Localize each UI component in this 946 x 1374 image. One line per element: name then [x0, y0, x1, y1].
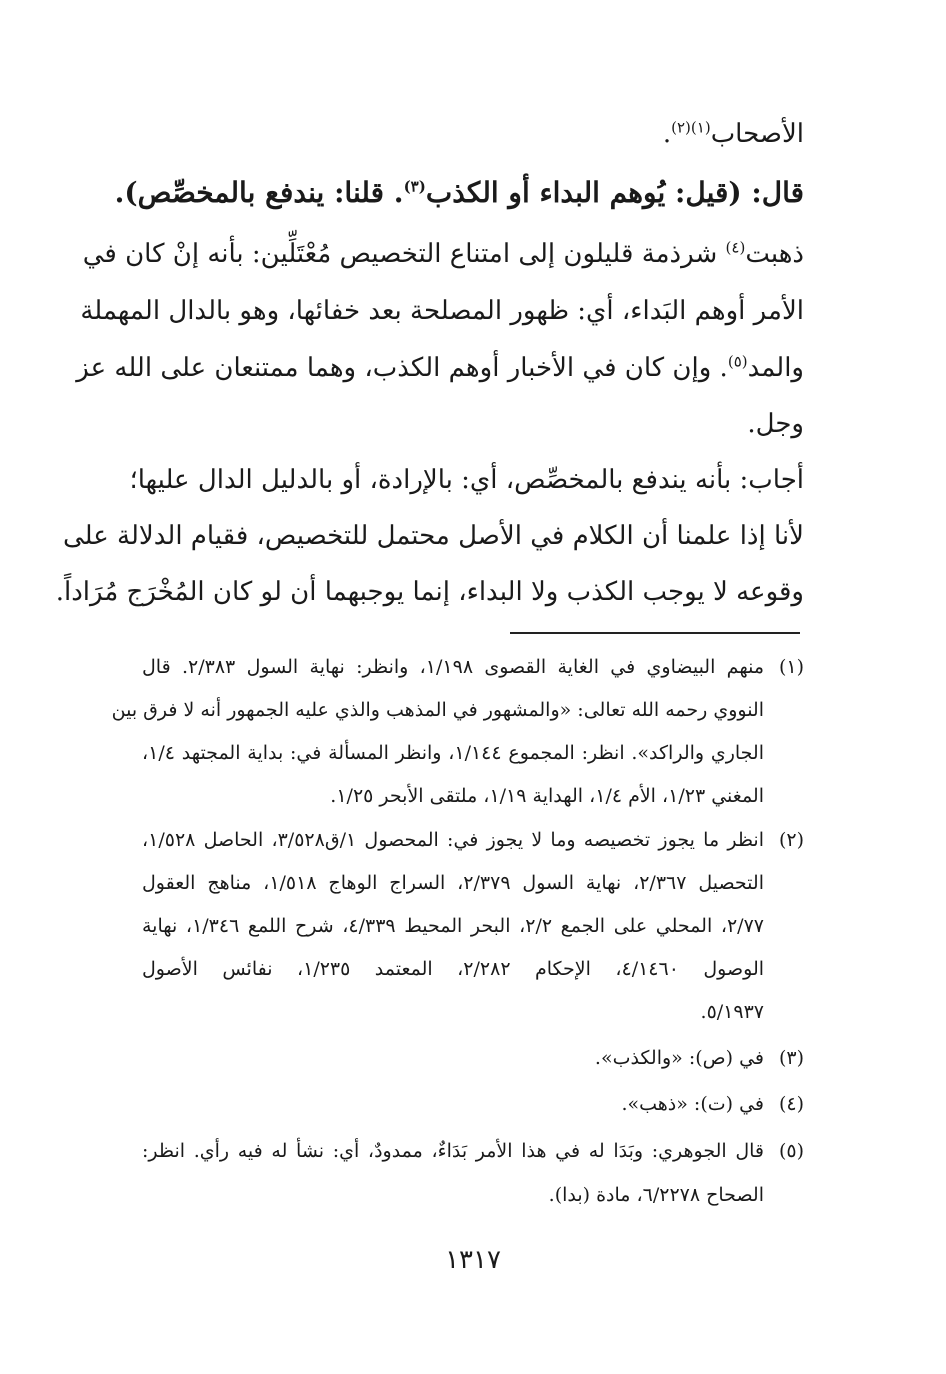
- footnote-line: التحصيل ٢/٣٦٧، نهاية السول ٢/٣٧٩، السراج الوهاج ١/٥١٨، مناهج العقول: [142, 872, 764, 894]
- footnote-number: (١): [778, 656, 804, 678]
- text-run: . وإن كان في الأخبار أوهم الكذب، وهما ممتنعان على الله عز: [76, 353, 728, 383]
- footnote-line: [142, 1092, 804, 1117]
- footnote-number: (٣): [778, 1047, 804, 1069]
- footnote-text: في (ص): «والكذب».: [594, 1047, 764, 1069]
- footnote-text: منهم البيضاوي في الغاية القصوى ١/١٩٨، وانظر: نهاية السول ٢/٣٨٣. قال: [142, 656, 764, 678]
- heading-text: . قلنا: يندفع بالمخصِّص).: [114, 176, 404, 209]
- text-line: [142, 118, 804, 151]
- footnote-ref: (١)(٢): [671, 118, 711, 137]
- text-line: [76, 352, 804, 385]
- footnote-line: [142, 1139, 804, 1164]
- footnote-text: انظر ما يجوز تخصيصه وما لا يجوز في: المحصول ١/ق٣/٥٢٨، الحاصل ١/٥٢٨،: [142, 829, 764, 851]
- footnote-line: الصحاح ٦/٢٢٧٨، مادة (بدا).: [548, 1184, 764, 1206]
- text-run: شرذمة قليلون إلى امتناع التخصيص مُعْتَلِّين: بأنه إنْ كان في: [82, 239, 726, 269]
- page-number: ١٣١٧: [445, 1245, 501, 1275]
- text-line: أجاب: بأنه يندفع بالمخصِّص، أي: بالإرادة، أو بالدليل الدال عليها؛: [129, 465, 804, 495]
- section-heading: [114, 176, 804, 209]
- footnote-line: [142, 655, 804, 680]
- footnote-line: [142, 828, 804, 853]
- footnote-number: (٤): [778, 1093, 804, 1115]
- text-line: وقوعه لا يوجب الكذب ولا البداء، إنما يوجبهما أن لو كان المُخْرَج مُرَاداً.: [55, 577, 804, 607]
- footnote-number: (٢): [778, 829, 804, 851]
- footnote-line: الوصول ٤/١٤٦٠، الإحكام ٢/٢٨٢، المعتمد ١/٢٣٥، نفائس الأصول: [142, 958, 765, 980]
- footnote-ref: (٤): [725, 238, 746, 257]
- text-line: لأنا إذا علمنا أن الكلام في الأصل محتمل للتخصيص، فقيام الدلالة على: [63, 521, 804, 551]
- footnote-line: ٢/٧٧، المحلي على الجمع ٢/٢، البحر المحيط ٤/٣٣٩، شرح اللمع ١/٣٤٦، نهاية: [142, 915, 764, 937]
- footnote-text: قال الجوهري: وبَدَا له في هذا الأمر بَدَاءٌ، ممدودٌ، أي: نشأ له فيه رأي. انظر:: [142, 1140, 764, 1162]
- footnote-number: (٥): [778, 1140, 804, 1162]
- heading-text: قال: (قيل: يُوهم البداء أو الكذب: [425, 176, 804, 209]
- footnote-ref: (٥): [727, 352, 748, 371]
- text-run: الأصحاب: [710, 119, 804, 149]
- footnote-ref: (٣): [403, 177, 426, 196]
- footnote-separator: [510, 632, 800, 634]
- text-line: وجل.: [747, 409, 804, 439]
- footnote-line: ٥/١٩٣٧.: [700, 1001, 764, 1023]
- footnote-line: [142, 1046, 804, 1071]
- text-line: [82, 238, 804, 271]
- footnote-line: الجاري والراكد». انظر: المجموع ١/١٤٤، وانظر المسألة في: بداية المجتهد ١/٤،: [142, 742, 764, 764]
- text-run: والمد: [747, 353, 804, 383]
- footnote-line: النووي رحمه الله تعالى: «والمشهور في المذهب والذي عليه الجمهور أنه لا فرق بين: [111, 699, 764, 721]
- footnote-line: المغني ١/٢٣، الأم ١/٤، الهداية ١/١٩، ملتقى الأبحر ١/٢٥.: [330, 785, 764, 807]
- footnote-text: في (ت): «ذهب».: [621, 1093, 764, 1115]
- text-run: .: [662, 119, 672, 149]
- text-line: الأمر أوهم البَداء، أي: ظهور المصلحة بعد خفائها، وهو بالدال المهملة: [80, 296, 804, 326]
- text-run: ذهبت: [745, 239, 804, 269]
